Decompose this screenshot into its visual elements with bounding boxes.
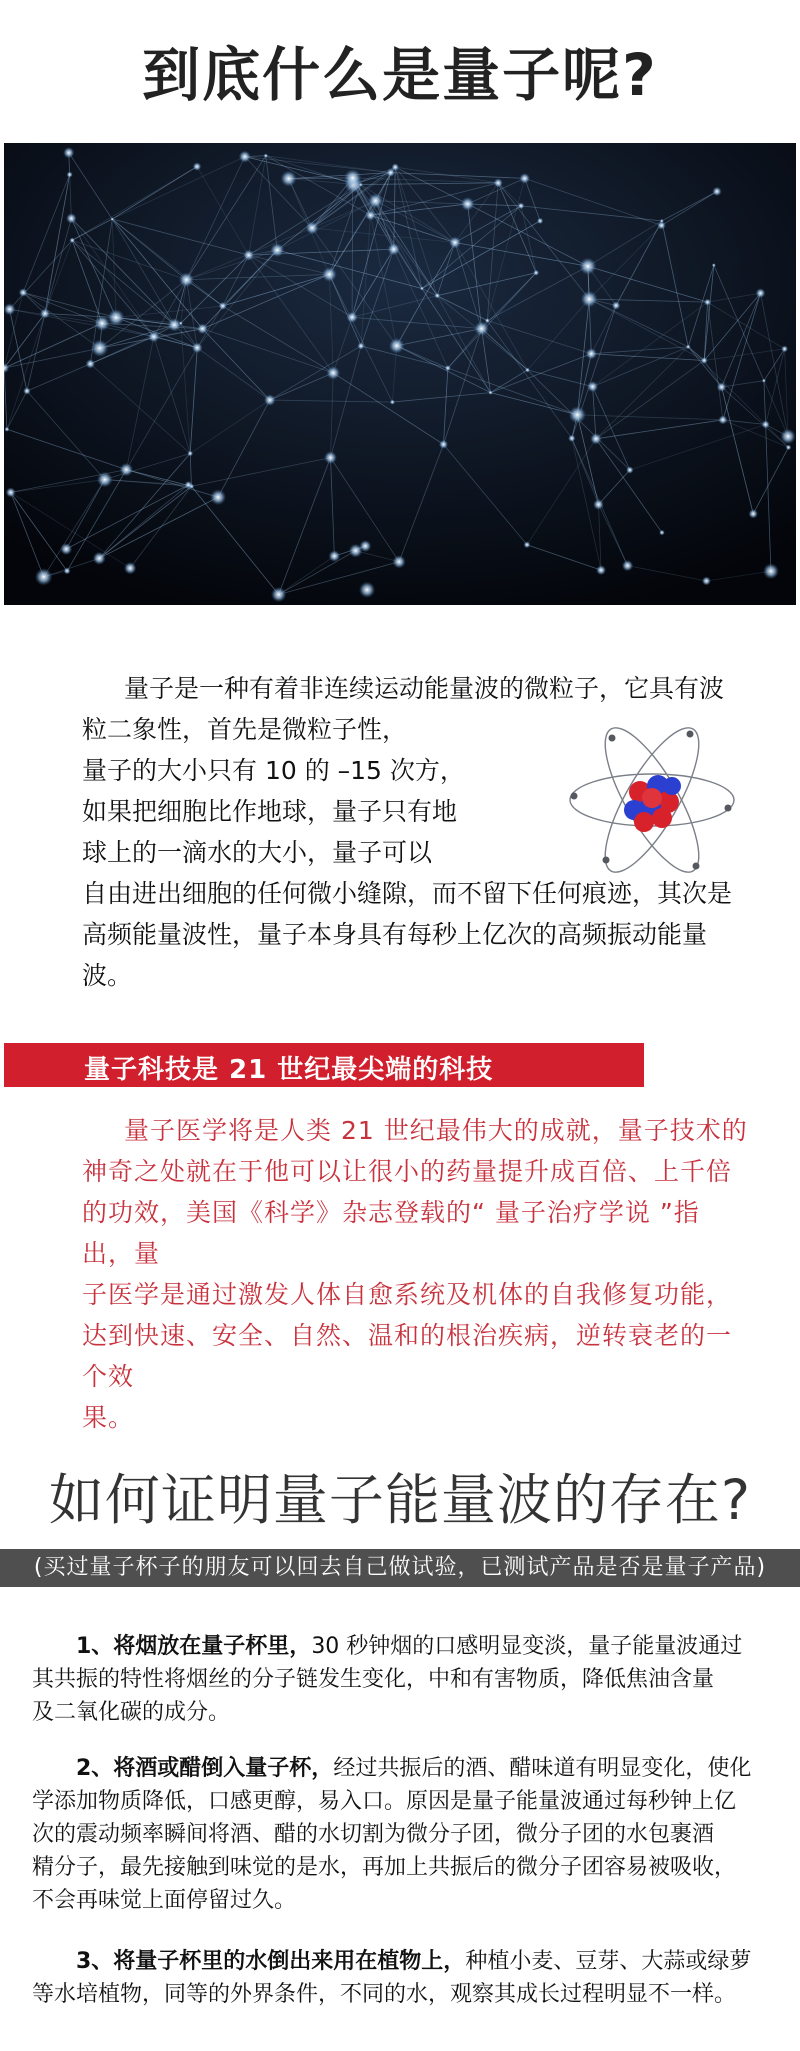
step-text: 30 秒钟烟的口感明显变淡，量子能量波通过 <box>311 1634 743 1659</box>
section-banner <box>4 1043 644 1087</box>
step-text: 学添加物质降低，口感更醇，易入口。原因是量子能量波通过每秒钟上亿 <box>32 1789 737 1814</box>
section-banner-text: 量子科技是 21 世纪最尖端的科技 <box>84 1055 494 1085</box>
medical-line: 果。 <box>82 1403 135 1432</box>
quantum-network-image <box>4 143 796 605</box>
step-1 <box>32 1630 780 1729</box>
medical-line: 达到快速、安全、自然、温和的根治疾病，逆转衰老的一个效 <box>82 1321 733 1391</box>
intro-line: 波。 <box>82 961 133 990</box>
step-2 <box>32 1752 780 1917</box>
note-banner-text: (买过量子杯子的朋友可以回去自己做试验，已测试产品是否是量子产品) <box>33 1555 767 1580</box>
step-text: 经过共振后的酒、醋味道有明显变化，使化 <box>333 1756 752 1781</box>
section-title: 如何证明量子能量波的存在? <box>48 1468 752 1532</box>
step-text: 及二氧化碳的成分。 <box>32 1700 231 1725</box>
medical-line: 子医学是通过激发人体自愈系统及机体的自我修复功能， <box>82 1280 733 1309</box>
step-text: 其共振的特性将烟丝的分子链发生变化，中和有害物质，降低焦油含量 <box>32 1667 715 1692</box>
step-text: 精分子，最先接触到味觉的是水，再加上共振后的微分子团容易被吸收， <box>32 1855 737 1880</box>
network-particles-graphic <box>4 143 796 605</box>
medical-line: 神奇之处就在于他可以让很小的药量提升成百倍、上千倍 <box>82 1157 733 1186</box>
note-banner <box>0 1549 800 1587</box>
step-text: 不会再味觉上面停留过久。 <box>32 1888 297 1913</box>
intro-line: 自由进出细胞的任何微小缝隙，而不留下任何痕迹，其次是 <box>82 879 733 908</box>
step-text: 种植小麦、豆芽、大蒜或绿萝 <box>465 1949 752 1974</box>
step-3 <box>32 1945 780 2011</box>
atom-icon <box>564 712 740 888</box>
page-title: 到底什么是量子呢? <box>142 41 658 109</box>
step-heading: 3、将量子杯里的水倒出来用在植物上， <box>76 1949 466 1974</box>
medical-line: 量子医学将是人类 21 世纪最伟大的成就，量子技术的 <box>124 1116 748 1145</box>
intro-line: 高频能量波性，量子本身具有每秒上亿次的高频振动能量 <box>82 920 708 949</box>
intro-line: 如果把细胞比作地球，量子只有地 <box>82 797 458 826</box>
intro-line: 粒二象性，首先是微粒子性， <box>82 715 408 744</box>
intro-line: 量子是一种有着非连续运动能量波的微粒子，它具有波 <box>124 674 725 703</box>
step-heading: 2、将酒或醋倒入量子杯， <box>76 1756 334 1781</box>
intro-line: 球上的一滴水的大小，量子可以 <box>82 838 433 867</box>
step-text: 等水培植物，同等的外界条件，不同的水，观察其成长过程明显不一样。 <box>32 1982 737 2007</box>
medical-paragraph <box>82 1110 750 1438</box>
intro-line: 量子的大小只有 10 的 –15 次方， <box>82 756 465 785</box>
step-heading: 1、将烟放在量子杯里， <box>76 1634 312 1659</box>
step-text: 次的震动频率瞬间将酒、醋的水切割为微分子团，微分子团的水包裹酒 <box>32 1822 715 1847</box>
medical-line: 的功效，美国《科学》杂志登载的“ 量子治疗学说 ”指出，量 <box>82 1198 700 1268</box>
